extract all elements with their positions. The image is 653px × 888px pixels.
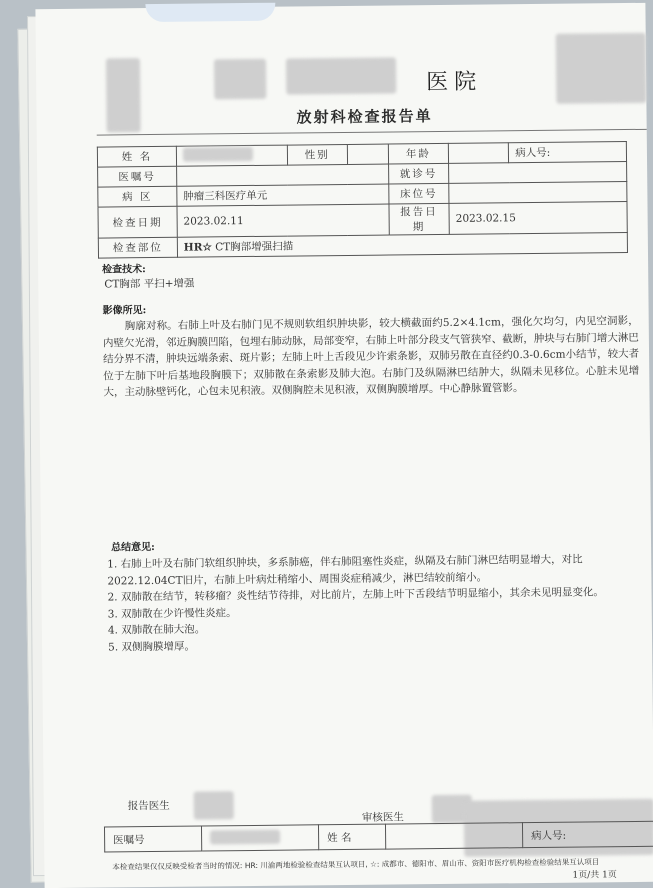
order-no-value [176, 164, 388, 186]
patient-id-label: 病人号: [515, 146, 551, 160]
conclusion-item: 3. 双肺散在少许慢性炎症。 [107, 606, 237, 620]
redaction-block [214, 59, 266, 100]
footer-name-value [385, 823, 522, 849]
ward-value: 肿瘤三科医疗单元 [177, 184, 389, 206]
redaction-block [106, 58, 141, 132]
hospital-logo-fragment [145, 3, 275, 22]
reporting-doctor-label: 报告医生 [127, 799, 170, 813]
age-value [448, 143, 508, 164]
exam-date-label: 检查日期 [98, 206, 177, 238]
sex-label: 性别 [287, 144, 348, 165]
report-title: 放射科检查报告单 [296, 107, 433, 127]
visit-no-value [449, 162, 627, 184]
page-number: 1页/共 1页 [572, 870, 617, 881]
redaction-block [286, 57, 396, 94]
bed-no-value [449, 182, 627, 204]
findings-heading: 影像所见: [102, 305, 147, 317]
footer-name-label: 姓 名 [318, 824, 385, 850]
exam-site-code: HR☆ [183, 241, 212, 254]
sex-value [347, 144, 388, 164]
order-no-label: 医嘱号 [98, 166, 177, 187]
exam-site-text: CT胸部增强扫描 [215, 240, 294, 254]
redaction-block [556, 33, 647, 104]
patient-info-table [97, 141, 628, 259]
report-date-value: 2023.02.15 [449, 202, 627, 235]
exam-date-value: 2023.02.11 [177, 204, 389, 237]
footer-order-no-value [201, 825, 318, 851]
report-date-label: 报告日期 [389, 203, 450, 235]
conclusion-list [107, 551, 642, 656]
conclusion-item: 5. 双侧胸膜增厚。 [108, 640, 196, 653]
name-label: 姓 名 [97, 146, 176, 167]
technique-heading: 检查技术: [102, 264, 146, 276]
bed-no-label: 床位号 [389, 183, 450, 204]
name-value [176, 145, 287, 166]
patient-id-cell [509, 142, 627, 163]
conclusion-item: 4. 双肺散在肺大泡。 [107, 623, 206, 637]
exam-site-value [177, 233, 627, 258]
ward-label: 病 区 [98, 186, 177, 207]
findings-text: 胸廓对称。右肺上叶及右肺门见不规则软组织肿块影，较大横截面约5.2×4.1cm，强化欠均匀，内见空洞影，内壁欠光滑，邻近胸膜凹陷，包埋右肺动脉，局部变窄，右肺上叶部分段支气管狭窄、截断，肿块与右肺门增大淋巴结分界不清，肿块远端条索、斑片影；左肺上叶上舌段见少许索条影，双肺另散在直径约0.3-0.6cm小结节，较大者位于左肺下叶后基地段胸膜下；双肺散在条索影及肺大泡。右肺门及纵隔淋巴结肿大，纵隔未见移位。心脏未见增大，主动脉壁钙化，心包未见积液。双侧胸腔未见积液，双侧胸膜增厚。中心静脉置管影。 [102, 314, 640, 399]
age-label: 年龄 [388, 143, 449, 164]
conclusion-heading: 总结意见: [111, 541, 155, 554]
conclusion-item: 1. 右肺上叶及右肺门软组织肿块，多系肺癌，伴右肺阻塞性炎症，纵隔及右肺门淋巴结明显增大，对比2022.12.04CT旧片，右肺上叶病灶稍缩小、周围炎症稍减少，淋巴结较前缩小。 [107, 553, 583, 587]
footer-patient-id-label: 病人号: [522, 821, 653, 847]
reviewing-doctor-label: 审核医生 [361, 811, 404, 824]
exam-site-label: 检查部位 [98, 237, 177, 258]
footer-order-no-label: 医嘱号 [104, 826, 201, 852]
disclaimer-text: 本检查结果仅仅反映受检者当时的情况: HR: 川渝两地检验检查结果互认项目, ☆: 成都市、德阳市、眉山市、资阳市医疗机构检查检验结果互认项目 [112, 857, 600, 872]
conclusion-item: 2. 双肺散在结节，转移瘤？炎性结节待排，对比前片，左肺上叶下舌段结节明显缩小，其余未见明显变化。 [107, 586, 604, 604]
technique-text: CT胸部 平扫+增强 [104, 277, 195, 291]
hospital-name: 医院 [426, 69, 483, 96]
redaction-block [194, 791, 234, 819]
report-page [35, 3, 653, 888]
visit-no-label: 就诊号 [388, 163, 449, 184]
title-divider [97, 129, 647, 136]
